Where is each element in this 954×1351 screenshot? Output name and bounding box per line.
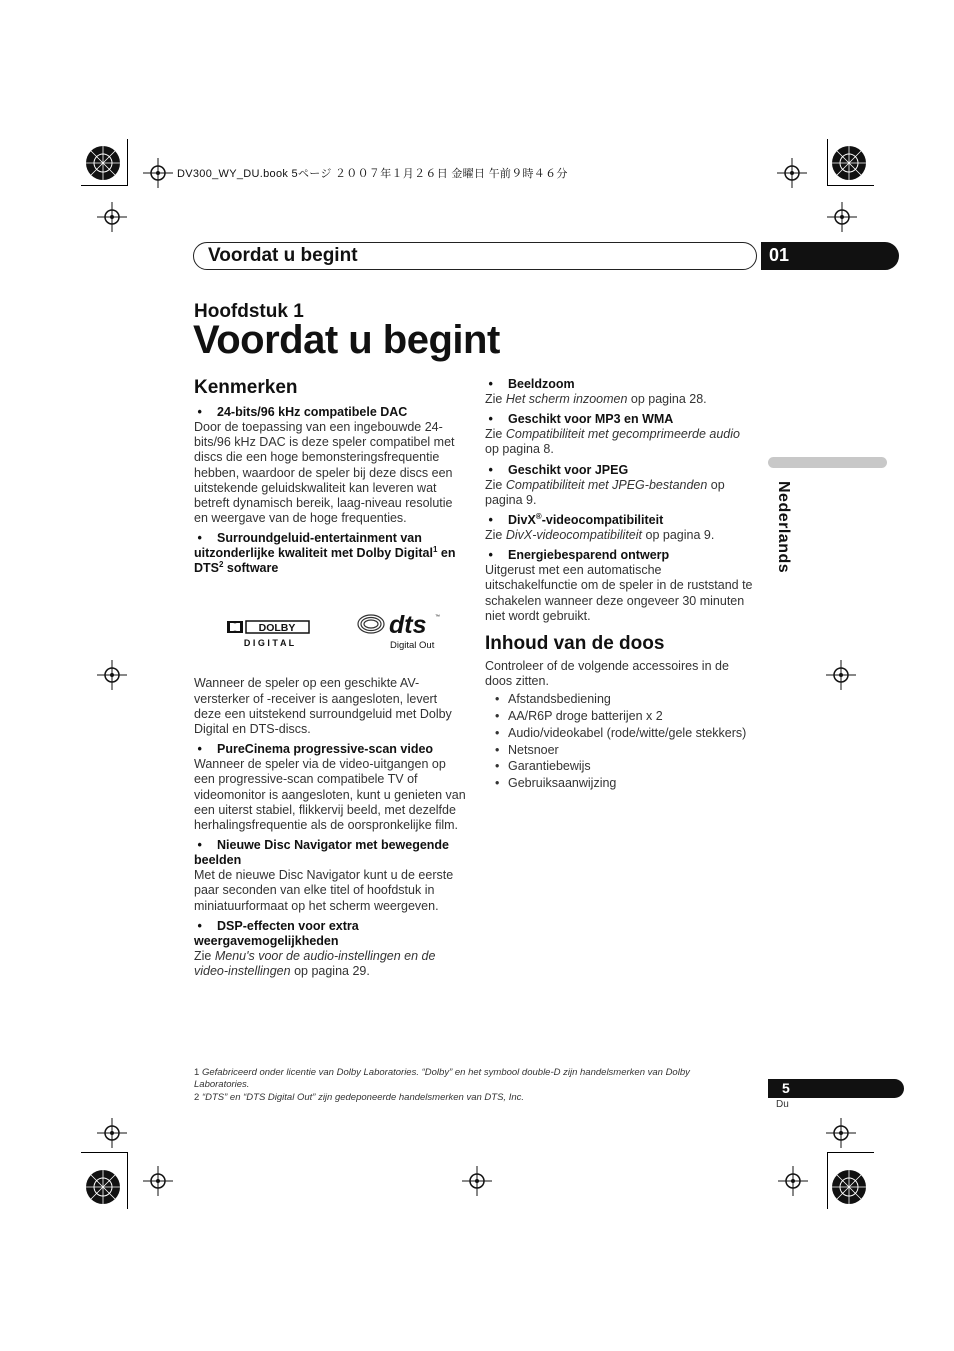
footnote-ref: 2 xyxy=(219,560,224,570)
feature-item: • Surroundgeluid-entertainment van uitzonderlijke kwaliteit met Dolby Digital$^1$ en DTS$^2$ software DOLBY D I G I T A L dts ™ Digital Out Wanneer de speler op een geschikte AV-versterker of -receiver is aangesloten, levert deze een uitstekend surroundgeluid met Dolby Digital en DTS-discs. xyxy=(194,531,466,737)
feature-body: Zie Menu's voor de audio-instellingen en de video-instellingen op pagina 29. xyxy=(194,948,436,979)
crosshair-icon xyxy=(97,202,127,232)
feature-body: Wanneer de speler via de video-uitgangen op een progressive-scan compatibele TV of videomonitor is aangesloten, kunt u genieten van een uiterst stabiel, flikkervij beeld, met dezelfde herhalingsfrequentie als de oorspronkelijke film. xyxy=(194,757,466,833)
list-item: • Gebruiksaanwijzing xyxy=(485,776,757,791)
crosshair-icon xyxy=(97,1118,127,1148)
page-number-badge xyxy=(768,1079,904,1098)
svg-text:™: ™ xyxy=(435,614,440,621)
footnote: 1 Gefabriceerd onder licentie van Dolby Laboratories. “Dolby” en het symbool double-D zijn handelsmerken van Dolby Laboratories. xyxy=(194,1067,690,1091)
list-item: • Garantiebewijs xyxy=(485,759,757,774)
feature-item: • PureCinema progressive-scan video Wanneer de speler via de video-uitgangen op een progressive-scan compatibele TV of videomonitor is aangesloten, kunt u genieten van een uiterst stabiel, flikkervij beeld, met dezelfde herhalingsfrequentie als de oorspronkelijke film. xyxy=(194,742,466,833)
footnote-ref: 1 xyxy=(432,545,438,555)
left-column xyxy=(194,376,466,979)
print-info: DV300_WY_DU.book 5ページ ２００７年１月２６日 金曜日 午前９時４６分 xyxy=(177,168,568,180)
registered-mark: ® xyxy=(535,511,542,521)
feature-title: Surroundgeluid-entertainment van uitzonderlijke kwaliteit met Dolby Digital xyxy=(194,531,433,561)
feature-item: • Geschikt voor MP3 en WMA Zie Compatibiliteit met gecomprimeerde audio op pagina 8. xyxy=(485,412,757,457)
feature-title: 24-bits/96 kHz compatibele DAC xyxy=(217,405,408,419)
dolby-digital-logo xyxy=(227,620,311,648)
list-item: • Netsnoer xyxy=(485,743,757,758)
chapter-number: 01 xyxy=(769,245,790,265)
language-tab-bar xyxy=(768,457,887,468)
feature-item: • Nieuwe Disc Navigator met bewegende beelden Met de nieuwe Disc Navigator kunt u de eerste paar seconden van elke titel of hoofdstuk in miniatuurformaat op het scherm weergeven. xyxy=(194,838,466,914)
list-item: • Afstandsbediening xyxy=(485,692,757,707)
section-heading-features: Kenmerken xyxy=(194,377,298,398)
accessory-list xyxy=(485,692,757,791)
logos-row xyxy=(194,576,466,676)
crosshair-icon xyxy=(826,660,856,690)
chapter-number-badge xyxy=(761,242,899,270)
feature-item: • Beeldzoom Zie Het scherm inzoomen op pagina 28. xyxy=(485,377,757,407)
list-item: • AA/R6P droge batterijen x 2 xyxy=(485,709,757,724)
feature-body: Zie DivX-videocompatibiliteit op pagina 9. xyxy=(485,528,715,543)
footnotes xyxy=(194,1067,734,1104)
crosshair-icon xyxy=(777,158,807,188)
crosshair-icon xyxy=(827,202,857,232)
language-tab-label: Nederlands xyxy=(775,481,792,574)
page-language-code: Du xyxy=(776,1099,789,1110)
section-heading-box-contents: Inhoud van de doos xyxy=(485,633,665,655)
feature-title: Geschikt voor MP3 en WMA xyxy=(508,412,674,427)
crosshair-icon xyxy=(143,158,173,188)
feature-title: DivX xyxy=(508,513,536,528)
right-column xyxy=(485,377,757,793)
feature-body: Zie Compatibiliteit met JPEG-bestanden op pagina 9. xyxy=(485,477,725,507)
crosshair-icon xyxy=(826,1118,856,1148)
feature-body: Door de toepassing van een ingebouwde 24-bits/96 kHz DAC is deze speler compatibel met discs die een hoge bemonsteringsfrequentie hebben, waardoor de speler bij deze discs een uitstekende geluidskwaliteit kan leveren wat betreft dynamisch bereik, laag-niveau resolutie en weergave van de hoge frequenties. xyxy=(194,420,455,526)
list-item: • Audio/videokabel (rode/witte/gele stekkers) xyxy=(485,726,757,741)
svg-text:Digital Out: Digital Out xyxy=(390,640,435,652)
feature-body: Wanneer de speler op een geschikte AV-versterker of -receiver is aangesloten, levert deze een uitstekend surroundgeluid met Dolby Digital en DTS-discs. xyxy=(194,676,452,737)
feature-item: • Geschikt voor JPEG Zie Compatibiliteit met JPEG-bestanden op pagina 9. xyxy=(485,463,757,508)
feature-item: • Energiebesparend ontwerp Uitgerust met een automatische uitschakelfunctie om de speler in de ruststand te schakelen wanneer deze ongeveer 30 minuten niet wordt gebruikt. xyxy=(485,548,757,624)
feature-item: • DivX®-videocompatibiliteit Zie DivX-videocompatibiliteit op pagina 9. xyxy=(485,513,757,543)
svg-text:DOLBY: DOLBY xyxy=(258,622,296,635)
dts-digital-out-logo xyxy=(357,610,443,652)
feature-body: Uitgerust met een automatische uitschakelfunctie om de speler in de ruststand te schakelen wanneer deze ongeveer 30 minuten niet wordt gebruikt. xyxy=(485,563,753,623)
registration-target-icon xyxy=(83,1167,123,1207)
crosshair-icon xyxy=(97,660,127,690)
feature-title: Geschikt voor JPEG xyxy=(508,462,629,477)
feature-title: Energiebesparend ontwerp xyxy=(508,548,670,563)
feature-title: DSP-effecten voor extra weergavemogelijkheden xyxy=(194,918,359,948)
registration-target-icon xyxy=(829,143,869,183)
feature-item: • DSP-effecten voor extra weergavemogelijkheden Zie Menu's voor de audio-instellingen en de video-instellingen op pagina 29. xyxy=(194,919,466,979)
chapter-label: Hoofdstuk 1 xyxy=(194,301,304,322)
registration-target-icon xyxy=(83,143,123,183)
feature-title: Beeldzoom xyxy=(508,377,575,391)
feature-title: PureCinema progressive-scan video xyxy=(217,742,434,757)
svg-text:D I G I T A L: D I G I T A L xyxy=(243,638,295,649)
registration-target-icon xyxy=(829,1167,869,1207)
feature-body: Zie Het scherm inzoomen op pagina 28. xyxy=(485,392,707,406)
page-number: 5 xyxy=(782,1080,790,1096)
feature-item: • 24-bits/96 kHz compatibele DAC Door de toepassing van een ingebouwde 24-bits/96 kHz DAC is deze speler compatibel met discs die een hoge bemonsteringsfrequentie hebben, waardoor de speler bij deze discs een uitstekende geluidskwaliteit kan leveren wat betreft dynamisch bereik, laag-niveau resolutie en weergave van de hoge frequenties. xyxy=(194,405,466,526)
chapter-title: Voordat u begint xyxy=(193,318,500,362)
feature-body: Met de nieuwe Disc Navigator kunt u de eerste paar seconden van elke titel of hoofdstuk in miniatuurformaat op het scherm weergeven. xyxy=(194,868,454,913)
footnote: 2 “DTS” en “DTS Digital Out” zijn gedeponeerde handelsmerken van DTS, Inc. xyxy=(194,1091,525,1103)
svg-text:dts: dts xyxy=(389,611,427,640)
crosshair-icon xyxy=(778,1166,808,1196)
crosshair-icon xyxy=(143,1166,173,1196)
box-contents-intro: Controleer of de volgende accessoires in de doos zitten. xyxy=(485,659,729,689)
feature-body: Zie Compatibiliteit met gecomprimeerde audio op pagina 8. xyxy=(485,427,740,457)
feature-title: Nieuwe Disc Navigator met bewegende beelden xyxy=(194,838,450,868)
header-title: Voordat u begint xyxy=(208,245,358,266)
crosshair-icon xyxy=(462,1166,492,1196)
